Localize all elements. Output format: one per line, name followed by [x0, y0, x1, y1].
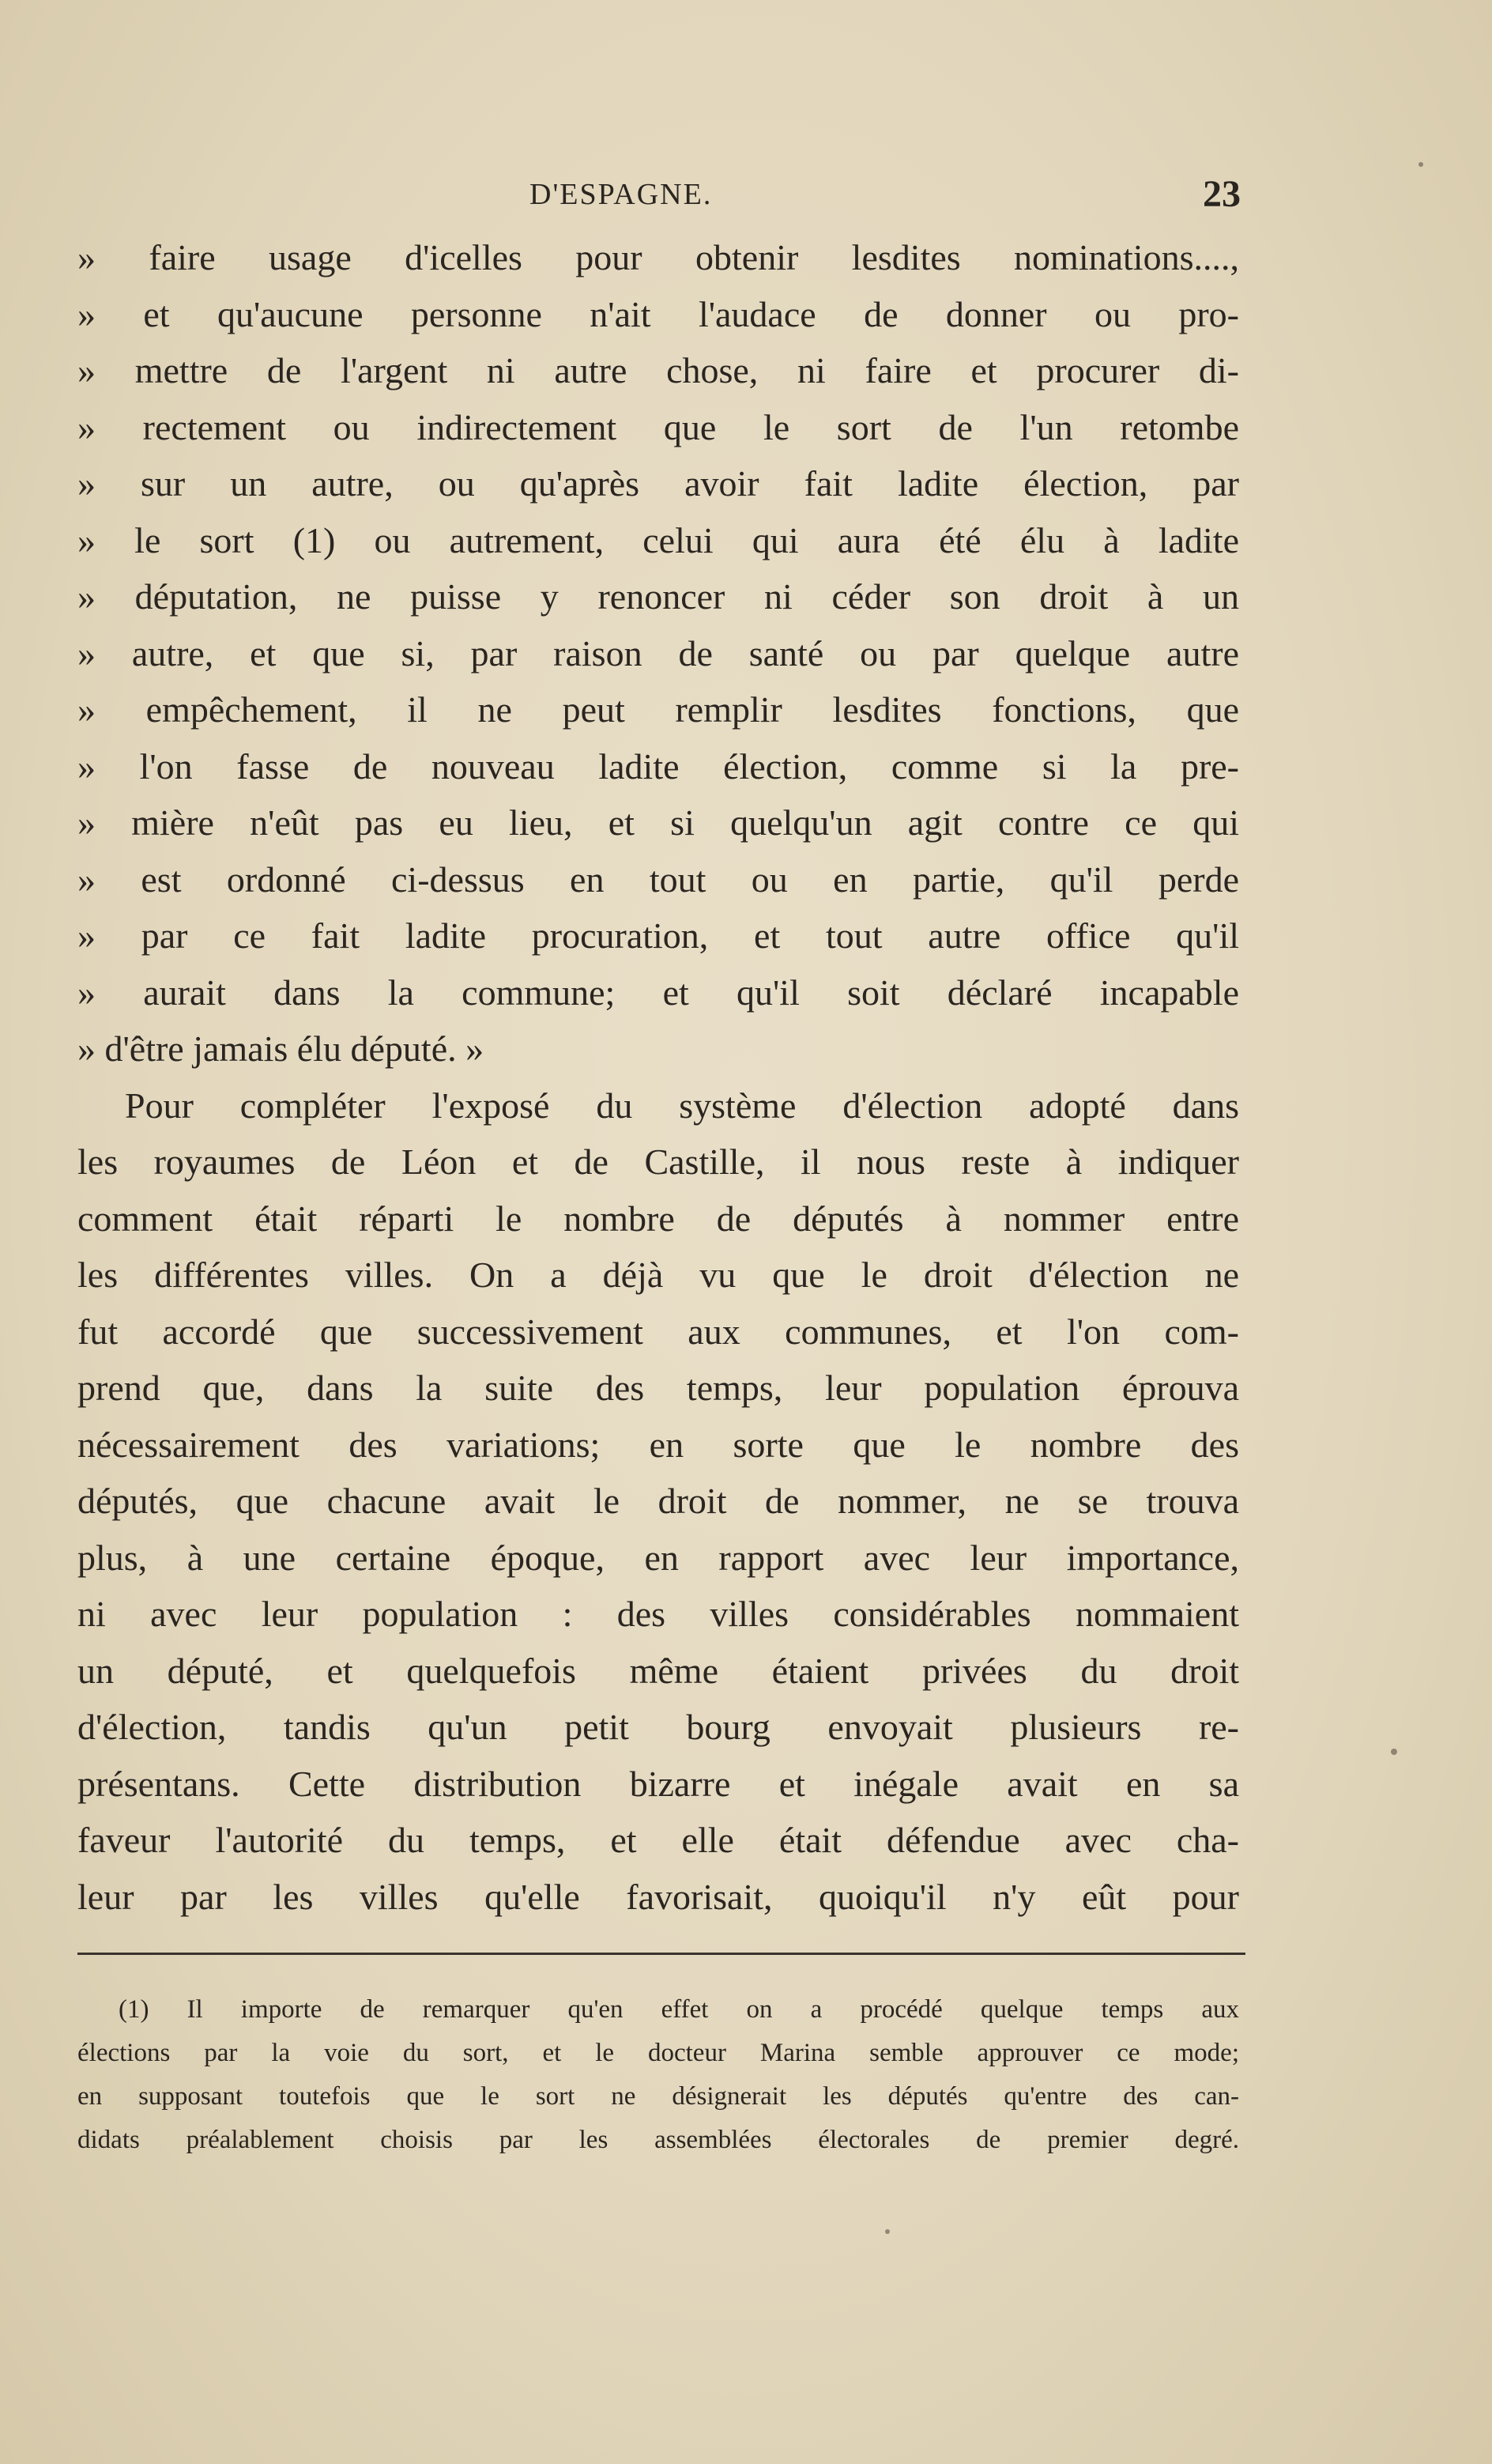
- footnote-line: élections par la voie du sort, et le docteur Marina semble approuver ce mode;: [77, 2039, 1239, 2067]
- text-line: prend que, dans la suite des temps, leur population éprouva: [77, 1368, 1239, 1408]
- text-line: » l'on fasse de nouveau ladite élection, comme si la pre-: [77, 745, 1239, 787]
- paper-speck: [1391, 1749, 1397, 1755]
- running-head: D'ESPAGNE.: [529, 178, 713, 211]
- text-line: » mettre de l'argent ni autre chose, ni faire et procurer di-: [77, 350, 1239, 391]
- text-line: fut accordé que successivement aux communes, et l'on com-: [77, 1311, 1239, 1352]
- text-line: plus, à une certaine époque, en rapport avec leur importance,: [77, 1537, 1239, 1578]
- text-line: » autre, et que si, par raison de santé ou par quelque autre: [77, 632, 1239, 674]
- text-line: » empêchement, il ne peut remplir lesdites fonctions, que: [77, 689, 1239, 730]
- text-line: présentans. Cette distribution bizarre et inégale avait en sa: [77, 1763, 1239, 1804]
- paper-speck: [1419, 162, 1423, 167]
- page-number: 23: [1203, 173, 1241, 215]
- text-line: nécessairement des variations; en sorte que le nombre des: [77, 1424, 1239, 1465]
- text-line: » et qu'aucune personne n'ait l'audace de donner ou pro-: [77, 293, 1239, 334]
- text-line: » est ordonné ci-dessus en tout ou en partie, qu'il perde: [77, 858, 1239, 900]
- text-line: » faire usage d'icelles pour obtenir lesdites nominations....,: [77, 237, 1239, 277]
- text-line: les différentes villes. On a déjà vu que le droit d'élection ne: [77, 1255, 1239, 1295]
- text-line: faveur l'autorité du temps, et elle était défendue avec cha-: [77, 1820, 1239, 1860]
- text-line: comment était réparti le nombre de députés à nommer entre: [77, 1198, 1239, 1239]
- text-line: » d'être jamais élu député. »: [77, 1028, 484, 1069]
- footnote: [77, 1988, 1239, 2162]
- text-line: » par ce fait ladite procuration, et tout autre office qu'il: [77, 915, 1239, 956]
- text-line: » aurait dans la commune; et qu'il soit déclaré incapable: [77, 972, 1239, 1013]
- text-line: les royaumes de Léon et de Castille, il nous reste à indiquer: [77, 1141, 1239, 1182]
- paper-speck: [885, 2229, 890, 2234]
- text-line: un député, et quelquefois même étaient privées du droit: [77, 1650, 1239, 1691]
- text-line: » mière n'eût pas eu lieu, et si quelqu'un agit contre ce qui: [77, 802, 1239, 843]
- footnote-rule: [77, 1953, 1245, 1955]
- footnote-line: didats préalablement choisis par les assemblées électorales de premier degré.: [77, 2126, 1239, 2154]
- footnote-line: en supposant toutefois que le sort ne désignerait les députés qu'entre des can-: [77, 2082, 1239, 2111]
- text-line: » rectement ou indirectement que le sort de l'un retombe: [77, 406, 1239, 447]
- text-line: » le sort (1) ou autrement, celui qui aura été élu à ladite: [77, 519, 1239, 560]
- text-line: » députation, ne puisse y renoncer ni céder son droit à un: [77, 576, 1239, 617]
- text-line: députés, que chacune avait le droit de nommer, ne se trouva: [77, 1481, 1239, 1521]
- main-text: [77, 229, 1239, 1925]
- text-line: ni avec leur population : des villes considérables nommaient: [77, 1594, 1239, 1634]
- text-line: d'élection, tandis qu'un petit bourg envoyait plusieurs re-: [77, 1707, 1239, 1747]
- text-line: leur par les villes qu'elle favorisait, quoiqu'il n'y eût pour: [77, 1876, 1239, 1917]
- text-line: » sur un autre, ou qu'après avoir fait ladite élection, par: [77, 463, 1239, 504]
- footnote-line: (1) Il importe de remarquer qu'en effet on a procédé quelque temps aux: [119, 1995, 1239, 2024]
- paragraph-start-line: Pour compléter l'exposé du système d'élection adopté dans: [125, 1085, 1239, 1126]
- page-header: [79, 172, 1241, 220]
